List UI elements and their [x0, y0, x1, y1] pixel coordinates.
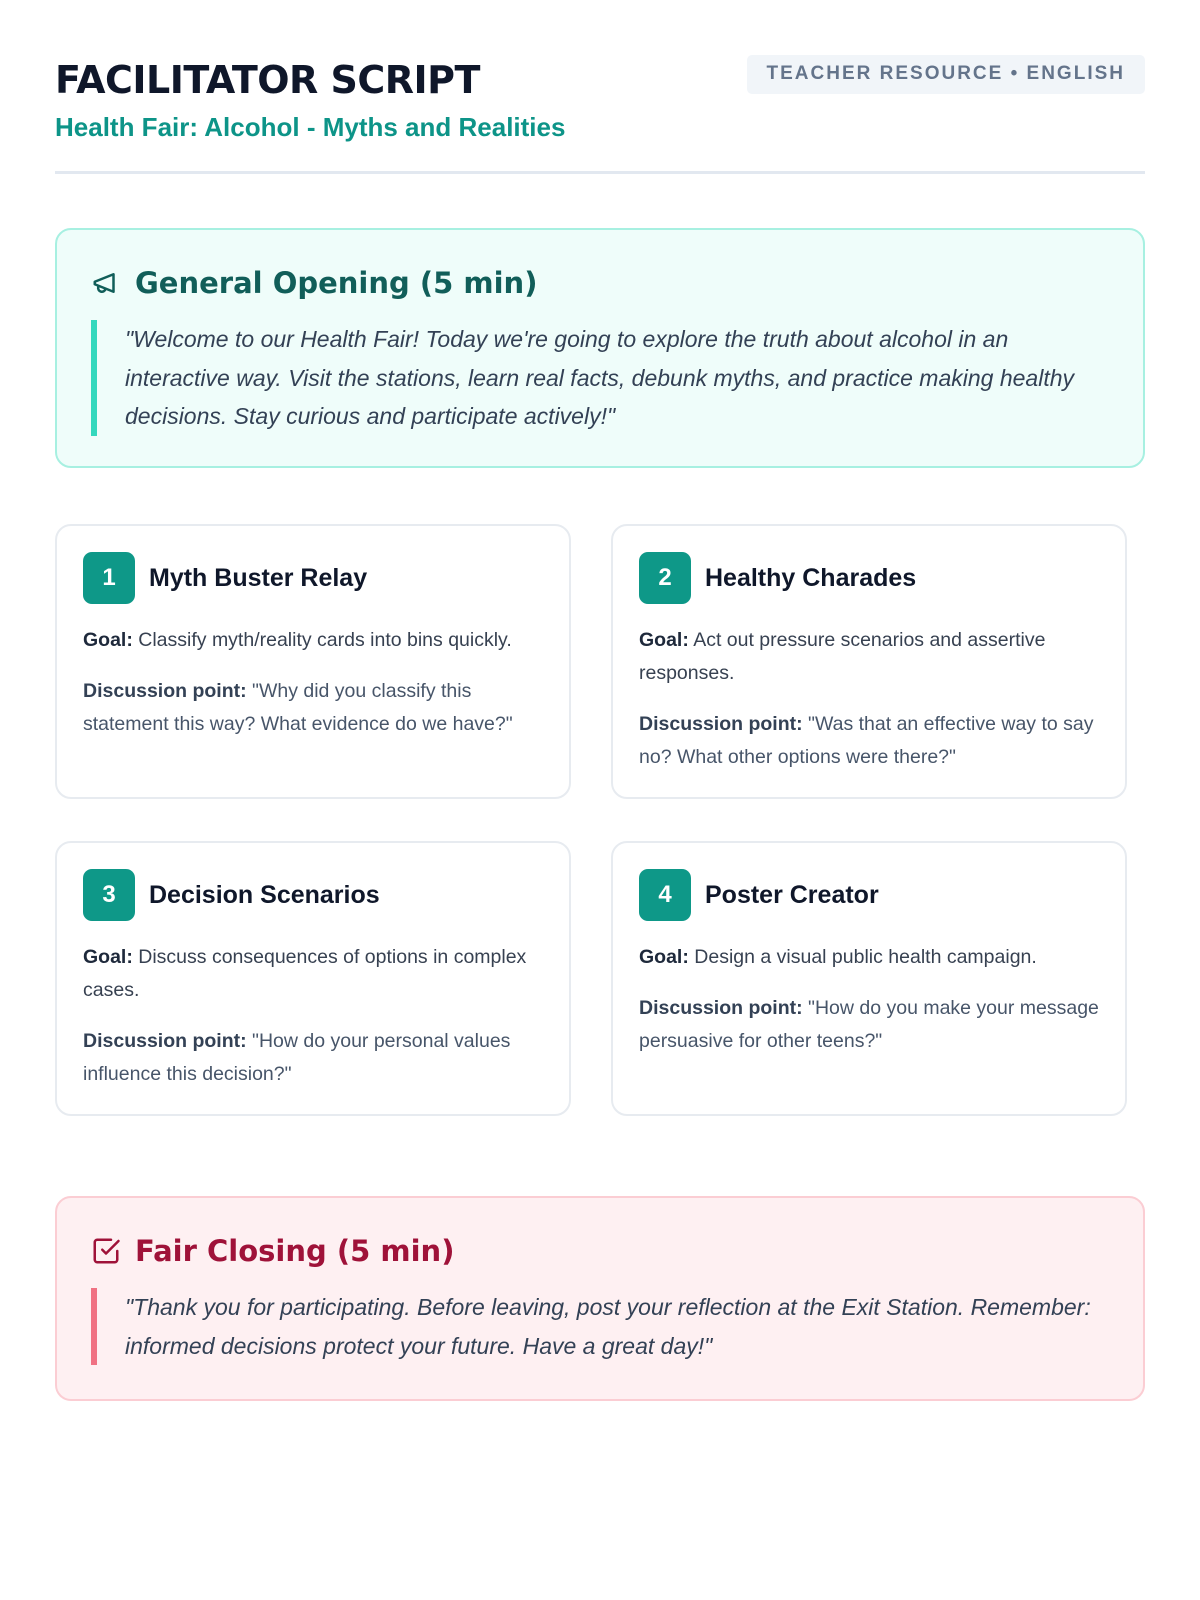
discussion-label: Discussion point:	[639, 713, 803, 735]
station-number-badge: 2	[639, 552, 691, 604]
discussion-label: Discussion point:	[83, 1030, 247, 1052]
discussion-text: "How do your personal values influence this decision?"	[83, 1030, 511, 1085]
station-discussion	[639, 708, 1099, 774]
station-header	[83, 869, 543, 921]
discussion-text: "How do you make your message persuasive for other teens?"	[639, 997, 1099, 1052]
station-number-badge: 3	[83, 869, 135, 921]
megaphone-icon	[91, 268, 121, 298]
station-title: Myth Buster Relay	[149, 563, 368, 592]
checkbox-icon	[91, 1236, 121, 1266]
goal-text: Design a visual public health campaign.	[694, 946, 1037, 968]
station-discussion	[83, 1025, 543, 1091]
discussion-text: "Why did you classify this statement this way? What evidence do we have?"	[83, 680, 513, 735]
goal-text: Classify myth/reality cards into bins quickly.	[138, 629, 512, 651]
goal-text: Discuss consequences of options in complex cases.	[83, 946, 527, 1001]
opening-title: General Opening (5 min)	[135, 266, 538, 300]
opening-panel	[55, 228, 1145, 468]
station-discussion	[83, 675, 543, 741]
station-card	[611, 841, 1127, 1116]
station-goal	[639, 624, 1099, 690]
closing-panel	[55, 1196, 1145, 1401]
station-card	[55, 841, 571, 1116]
station-card	[55, 524, 571, 799]
goal-label: Goal:	[639, 946, 689, 968]
opening-header	[91, 266, 1109, 300]
station-card	[611, 524, 1127, 799]
station-goal	[83, 941, 543, 1007]
opening-quote: "Welcome to our Health Fair! Today we're going to explore the truth about alcohol in an interactive way. Visit the stations, learn real facts, debunk myths, and practice making healthy decisions. Stay curious and participate actively!"	[91, 320, 1109, 436]
resource-badge: TEACHER RESOURCE • ENGLISH	[747, 55, 1145, 94]
header-text	[55, 54, 565, 143]
station-header	[639, 552, 1099, 604]
goal-text: Act out pressure scenarios and assertive responses.	[639, 629, 1046, 684]
station-title: Poster Creator	[705, 880, 879, 909]
goal-label: Goal:	[639, 629, 689, 651]
discussion-label: Discussion point:	[639, 997, 803, 1019]
station-number-badge: 4	[639, 869, 691, 921]
discussion-label: Discussion point:	[83, 680, 247, 702]
closing-title: Fair Closing (5 min)	[135, 1234, 455, 1268]
station-title: Healthy Charades	[705, 563, 917, 592]
station-number-badge: 1	[83, 552, 135, 604]
station-title: Decision Scenarios	[149, 880, 380, 909]
station-discussion	[639, 992, 1099, 1058]
goal-label: Goal:	[83, 946, 133, 968]
page-title: FACILITATOR SCRIPT	[55, 58, 480, 102]
station-header	[83, 552, 543, 604]
station-header	[639, 869, 1099, 921]
stations-grid	[55, 524, 1145, 1116]
closing-quote: "Thank you for participating. Before leaving, post your reflection at the Exit Station. Remember: informed decisions protect your future. Have a great day!"	[91, 1288, 1109, 1365]
station-goal	[83, 624, 543, 657]
header	[55, 54, 1145, 174]
closing-header	[91, 1234, 1109, 1268]
page-subtitle: Health Fair: Alcohol - Myths and Realities	[55, 112, 566, 142]
discussion-text: "Was that an effective way to say no? What other options were there?"	[639, 713, 1094, 768]
goal-label: Goal:	[83, 629, 133, 651]
station-goal	[639, 941, 1099, 974]
